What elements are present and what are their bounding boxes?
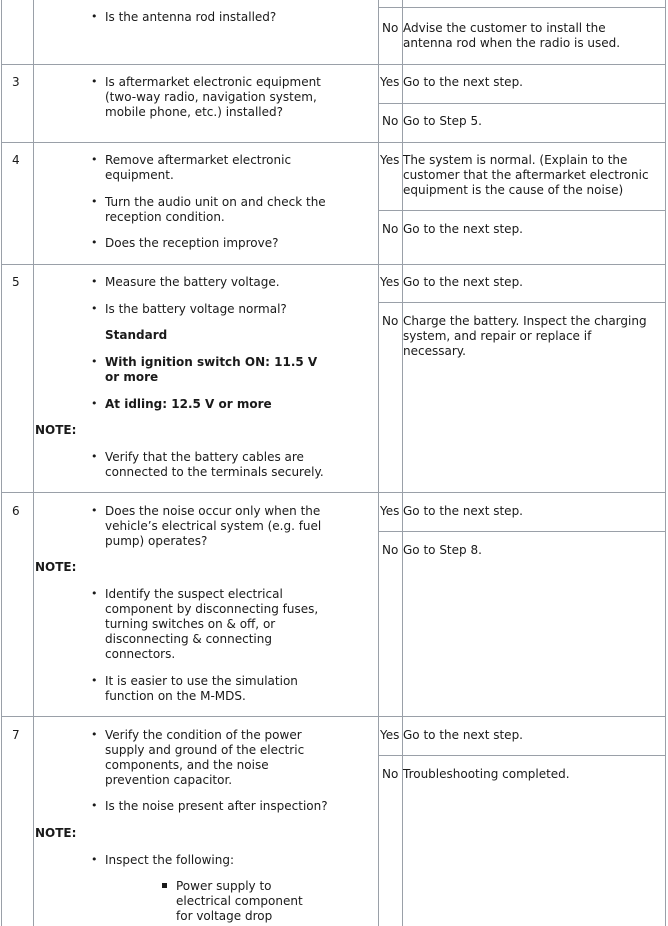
result-divider	[378, 210, 666, 211]
note-text: turning switches on & off, or	[105, 617, 276, 631]
bullet: •	[91, 450, 98, 463]
action-text: Is the battery voltage normal?	[105, 302, 287, 316]
note-text: disconnecting & connecting	[105, 632, 272, 646]
result-action-line: Charge the battery. Inspect the charging	[403, 314, 647, 328]
result-answer: Yes	[380, 504, 400, 518]
result-action-line: Troubleshooting completed.	[403, 767, 570, 781]
action-text: vehicle’s electrical system (e.g. fuel	[105, 519, 322, 533]
result-action-line: Go to the next step.	[403, 275, 523, 289]
action-text: prevention capacitor.	[105, 773, 233, 787]
result-action-line: The system is normal. (Explain to the	[403, 153, 628, 167]
result-action-line: Go to the next step.	[403, 75, 523, 89]
action-text: Is the antenna rod installed?	[105, 10, 277, 24]
row-divider	[1, 142, 666, 143]
bullet: •	[91, 728, 98, 741]
square-bullet	[162, 883, 167, 888]
result-answer: No	[382, 21, 399, 35]
column-divider	[33, 0, 34, 926]
result-action-line: Go to the next step.	[403, 504, 523, 518]
result-divider	[378, 531, 666, 532]
bullet: •	[91, 195, 98, 208]
result-answer: Yes	[380, 275, 400, 289]
note-text: Identify the suspect electrical	[105, 587, 283, 601]
bullet: •	[91, 674, 98, 687]
note-subitem-text: for voltage drop	[176, 909, 273, 923]
bullet: •	[91, 10, 98, 23]
row-divider	[1, 264, 666, 265]
step-number: 5	[12, 275, 20, 289]
column-divider	[402, 0, 403, 926]
result-answer: No	[382, 314, 399, 328]
result-divider	[378, 755, 666, 756]
bullet: •	[91, 853, 98, 866]
result-action-line: equipment is the cause of the noise)	[403, 183, 624, 197]
bullet: •	[91, 355, 98, 368]
bullet: •	[91, 397, 98, 410]
result-action-line: Advise the customer to install the	[403, 21, 606, 35]
note-text: connected to the terminals securely.	[105, 465, 324, 479]
step-number: 4	[12, 153, 20, 167]
action-text: Is the noise present after inspection?	[105, 799, 328, 813]
action-text: (two-way radio, navigation system,	[105, 90, 317, 104]
row-divider	[1, 716, 666, 717]
note-text: connectors.	[105, 647, 176, 661]
bullet: •	[91, 587, 98, 600]
action-text: reception condition.	[105, 210, 225, 224]
row-divider	[1, 492, 666, 493]
note-text: Verify that the battery cables are	[105, 450, 304, 464]
result-action-line: antenna rod when the radio is used.	[403, 36, 621, 50]
bullet: •	[91, 302, 98, 315]
step-number: 7	[12, 728, 20, 742]
note-text: component by disconnecting fuses,	[105, 602, 319, 616]
note-text: It is easier to use the simulation	[105, 674, 298, 688]
note-label: NOTE:	[35, 560, 77, 574]
result-divider	[378, 7, 666, 8]
result-answer: Yes	[380, 75, 400, 89]
action-text: components, and the noise	[105, 758, 269, 772]
result-answer: No	[382, 767, 399, 781]
result-answer: Yes	[380, 153, 400, 167]
bullet: •	[91, 236, 98, 249]
result-answer: No	[382, 114, 399, 128]
result-action-line: necessary.	[403, 344, 466, 358]
row-divider	[1, 64, 666, 65]
result-action-line: system, and repair or replace if	[403, 329, 592, 343]
bullet: •	[91, 275, 98, 288]
action-text: supply and ground of the electric	[105, 743, 305, 757]
action-text: Is aftermarket electronic equipment	[105, 75, 321, 89]
bullet: •	[91, 75, 98, 88]
result-action-line: Go to the next step.	[403, 222, 523, 236]
note-label: NOTE:	[35, 826, 77, 840]
column-divider	[378, 0, 379, 926]
action-text: Measure the battery voltage.	[105, 275, 280, 289]
note-subitem-text: electrical component	[176, 894, 303, 908]
note-text: Inspect the following:	[105, 853, 235, 867]
result-divider	[378, 103, 666, 104]
result-action-line: customer that the aftermarket electronic	[403, 168, 649, 182]
action-text: Does the noise occur only when the	[105, 504, 321, 518]
action-text: Turn the audio unit on and check the	[105, 195, 326, 209]
action-text: pump) operates?	[105, 534, 208, 548]
result-answer: Yes	[380, 728, 400, 742]
standard-value: At idling: 12.5 V or more	[105, 397, 272, 411]
action-text: mobile phone, etc.) installed?	[105, 105, 283, 119]
result-answer: No	[382, 543, 399, 557]
action-text: equipment.	[105, 168, 174, 182]
step-number: 3	[12, 75, 20, 89]
bullet: •	[91, 153, 98, 166]
action-text: Verify the condition of the power	[105, 728, 302, 742]
bullet: •	[91, 504, 98, 517]
result-action-line: Go to Step 8.	[403, 543, 482, 557]
note-text: function on the M-MDS.	[105, 689, 246, 703]
bullet: •	[91, 799, 98, 812]
result-divider	[378, 302, 666, 303]
result-action-line: Go to the next step.	[403, 728, 523, 742]
standard-value: With ignition switch ON: 11.5 V	[105, 355, 318, 369]
note-label: NOTE:	[35, 423, 77, 437]
result-action-line: Go to Step 5.	[403, 114, 482, 128]
action-text: Remove aftermarket electronic	[105, 153, 292, 167]
note-subitem-text: Power supply to	[176, 879, 272, 893]
step-number: 6	[12, 504, 20, 518]
standard-value: or more	[105, 370, 159, 384]
result-answer: No	[382, 222, 399, 236]
action-text: Does the reception improve?	[105, 236, 279, 250]
standard-label: Standard	[105, 328, 168, 342]
table-border-right	[665, 0, 666, 926]
table-border-left	[1, 0, 2, 926]
